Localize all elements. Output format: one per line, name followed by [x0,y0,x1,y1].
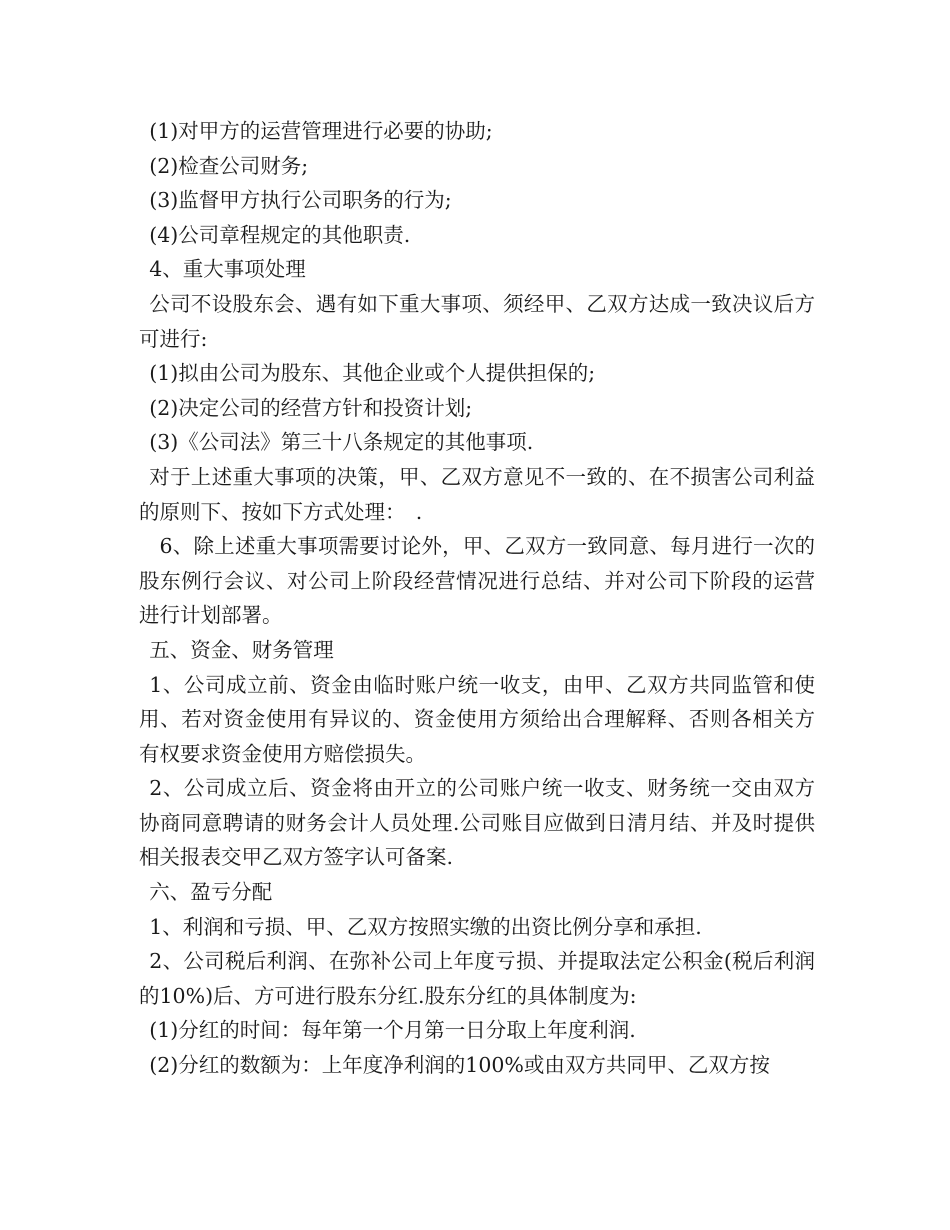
paragraph: 1、公司成立前、资金由临时账户统一收支，由甲、乙双方共同监管和使用、若对资金使用有异议的、资金使用方须给出合理解释、否则各相关方有权要求资金使用方赔偿损失。 [139,672,815,766]
document-body [139,114,815,1083]
paragraph: (4)公司章程规定的其他职责. [149,222,411,247]
paragraph: 2、公司税后利润、在弥补公司上年度亏损、并提取法定公积金(税后利润的10%)后、方可进行股东分红.股东分红的具体制度为: [139,949,815,1008]
paragraph: 2、公司成立后、资金将由开立的公司账户统一收支、财务统一交由双方协商同意聘请的财务会计人员处理.公司账目应做到日清月结、并及时提供相关报表交甲乙双方签字认可备案. [139,776,815,870]
paragraph: (3)监督甲方执行公司职务的行为; [149,188,452,213]
paragraph: (2)分红的数额为：上年度净利润的100%或由双方共同甲、乙双方按 [149,1053,770,1078]
section-heading: 六、盈亏分配 [149,880,273,905]
paragraph: 公司不设股东会、遇有如下重大事项、须经甲、乙双方达成一致决议后方可进行: [139,291,815,351]
paragraph: (1)对甲方的运营管理进行必要的协助; [149,119,493,143]
paragraph: 6、除上述重大事项需要讨论外，甲、乙双方一致同意、每月进行一次的股东例行会议、对公司上阶段经营情况进行总结、并对公司下阶段的运营进行计划部署。 [139,534,815,628]
paragraph: 对于上述重大事项的决策，甲、乙双方意见不一致的、在不损害公司利益的原则下、按如下方式处理： . [139,464,815,524]
section-heading: 五、资金、财务管理 [149,637,334,662]
paragraph: (3)《公司法》第三十八条规定的其他事项. [149,430,534,455]
section-heading: 4、重大事项处理 [149,257,306,282]
paragraph: (2)决定公司的经营方针和投资计划; [149,395,473,420]
paragraph: (1)分红的时间：每年第一个月第一日分取上年度利润. [149,1018,636,1043]
paragraph: 1、利润和亏损、甲、乙双方按照实缴的出资比例分享和承担. [149,914,702,939]
paragraph: (2)检查公司财务; [149,153,309,178]
paragraph: (1)拟由公司为股东、其他企业或个人提供担保的; [149,361,596,386]
